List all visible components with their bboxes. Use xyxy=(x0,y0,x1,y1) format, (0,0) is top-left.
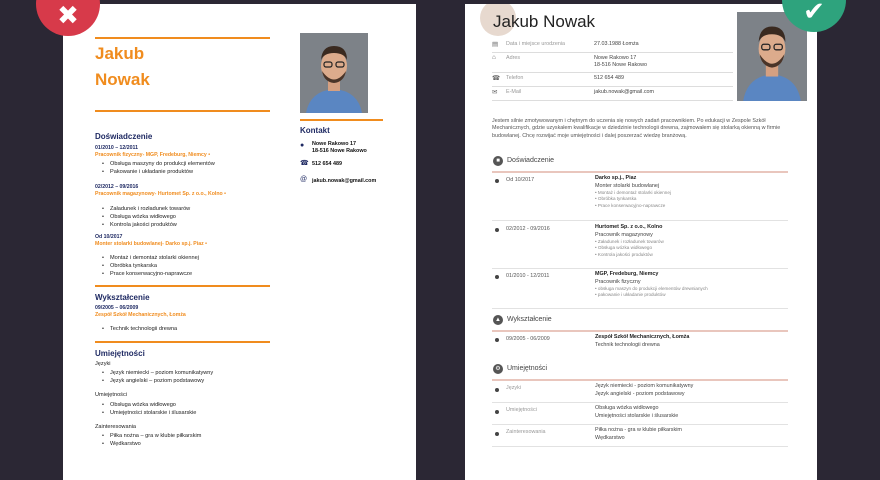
education-field: Technik technologii drewna xyxy=(595,341,660,348)
duty-item: • Pakowanie i układanie produktów xyxy=(110,168,215,176)
divider xyxy=(492,308,788,309)
education-school: Zespół Szkół Mechanicznych, Łomża xyxy=(595,334,690,340)
detail-label: Data i miejsce urodzenia xyxy=(506,41,566,47)
duty-item: • Kontrola jakości produktów xyxy=(110,221,190,229)
duty-item: • Montaż i demontaż stolarki okiennej xyxy=(110,254,199,262)
detail-label: Telefon xyxy=(506,75,524,81)
profile-photo xyxy=(300,33,368,113)
duty-item: • Załadunek i rozładunek towarów xyxy=(110,205,190,213)
section-rule xyxy=(492,379,788,381)
job-duty: • Kontrola jakości produktów xyxy=(595,251,653,257)
profile-summary: Jestem silnie zmotywowanym i chętnym do uczenia się nowych zadań pracownikiem. Po edukacji w Zespole Szkół Mechanicznych, gdzie uzyskałem kwalifikacje w dziedzinie technologii drewna, zajmowałem się stolarką okienną w firmie budowlanej. Chcę rozwijać moje umiejętności i dalej poszerzać wiedzę branżową. xyxy=(492,118,781,139)
first-name: Jakub xyxy=(95,44,145,63)
detail-value-2: 18-516 Nowe Rakowo xyxy=(594,62,648,68)
job-duty: • Obróbka tynkarska xyxy=(595,196,637,202)
education-school: Zespół Szkół Mechanicznych, Łomża xyxy=(95,312,186,318)
briefcase-icon: ■ xyxy=(493,156,503,166)
timeline-bullet xyxy=(495,410,499,414)
phone-icon: ☎ xyxy=(300,160,309,167)
job-date: 01/2010 – 12/2011 xyxy=(95,145,138,151)
phone-icon: ☎ xyxy=(492,75,501,82)
timeline-bullet xyxy=(495,228,499,232)
timeline-bullet xyxy=(495,275,499,279)
skill-item: • Język niemiecki – poziom komunikatywny xyxy=(110,369,213,377)
job-company: MGP, Fredeburg, Niemcy xyxy=(595,271,659,277)
job-role: Pracownik fizyczny- MGP, Fredeburg, Niemcy • xyxy=(95,152,211,158)
email-address: jakub.nowak@gmail.com xyxy=(312,178,377,184)
skill-item: • Piłka nożna – gra w klubie piłkarskim xyxy=(110,432,201,440)
job-role: Monter stolarki budowlanej- Darko sp.j. Piaz • xyxy=(95,241,207,247)
skill-lines xyxy=(595,383,693,398)
top-rule xyxy=(95,37,270,39)
job-duty: • Prace konserwacyjno-naprawcze xyxy=(595,202,666,208)
job-entry xyxy=(595,271,708,299)
divider xyxy=(492,446,788,447)
job-company: Darko sp.j., Piaz xyxy=(595,175,637,181)
section-rule xyxy=(492,330,788,332)
good-resume-example xyxy=(465,4,817,480)
job-date: Od 10/2017 xyxy=(95,234,123,240)
timeline-bullet xyxy=(495,179,499,183)
graduation-cap-icon: ▲ xyxy=(493,315,503,325)
skills-group-label: Zainteresowania xyxy=(95,424,137,430)
thumbs-down-icon: ✖ xyxy=(36,0,100,36)
skill-label: Umiejętności xyxy=(506,407,537,413)
detail-label: E-Mail xyxy=(506,89,522,95)
address-line-1: Nowe Rakowo 17 xyxy=(312,141,357,147)
skill-line: Umiejętności stolarskie i ślusarskie xyxy=(595,412,679,419)
duty-item: • Obróbka tynkarska xyxy=(110,262,199,270)
skill-item: • Język angielski – poziom podstawowy xyxy=(110,377,213,385)
job-role: Pracownik magazynowy- Hurtomet Sp. z o.o., Kolno • xyxy=(95,191,226,197)
detail-value: jakub.nowak@gmail.com xyxy=(594,89,655,95)
education-date: 09/2005 - 06/2009 xyxy=(506,336,550,342)
education-date: 09/2005 – 06/2009 xyxy=(95,305,139,311)
timeline-bullet xyxy=(495,432,499,436)
skill-lines xyxy=(595,427,682,442)
timeline-bullet xyxy=(495,388,499,392)
section-rule xyxy=(95,341,270,343)
job-company: Hurtomet Sp. z o.o., Kolno xyxy=(595,224,663,230)
detail-value: 512 654 489 xyxy=(594,75,624,81)
bad-resume-example xyxy=(63,4,416,480)
name-rule xyxy=(95,110,270,112)
education-item: • Technik technologii drewna xyxy=(110,325,177,333)
job-duty: • obsługa maszyn do produkcji elementów drewnianych xyxy=(595,286,708,291)
contact-rule xyxy=(300,119,383,121)
duty-item: • Obsługa maszyny do produkcji elementów xyxy=(110,160,215,168)
job-role: Monter stolarki budowlanej xyxy=(595,182,660,189)
skills-group-label: Języki xyxy=(95,361,111,367)
section-rule xyxy=(492,171,788,173)
skill-label: Języki xyxy=(506,385,521,391)
detail-row xyxy=(492,40,733,53)
email-icon: @ xyxy=(300,176,308,183)
last-name: Nowak xyxy=(95,70,150,89)
divider xyxy=(492,402,788,403)
experience-heading: Doświadczenie xyxy=(95,132,153,141)
job-role: Pracownik magazynowy xyxy=(595,231,653,238)
divider xyxy=(492,220,788,221)
skills-list xyxy=(110,369,213,385)
skills-list xyxy=(110,432,201,448)
job-duties xyxy=(110,254,199,278)
full-name: Jakub Nowak xyxy=(493,12,596,31)
detail-value: 27.03.1988 Łomża xyxy=(594,41,639,47)
skill-line: Piłka nożna - gra w klubie piłkarskim xyxy=(595,427,682,433)
job-duty: • Obsługa wózka widłowego xyxy=(595,245,653,251)
experience-heading: Doświadczenie xyxy=(507,157,555,164)
detail-row xyxy=(492,88,733,101)
location-pin-icon: ● xyxy=(300,142,305,149)
contact-heading: Kontakt xyxy=(300,126,330,135)
detail-row xyxy=(492,74,733,87)
detail-label: Adres xyxy=(506,55,521,61)
mail-icon: ✉ xyxy=(492,89,498,96)
job-duties xyxy=(110,160,215,176)
detail-row xyxy=(492,54,733,73)
skill-line: Język angielski - poziom podstawowy xyxy=(595,390,685,397)
job-date: 01/2010 - 12/2011 xyxy=(506,273,550,279)
duty-item: • Prace konserwacyjno-naprawcze xyxy=(110,270,199,278)
education-heading: Wykształcenie xyxy=(507,316,552,323)
skill-line: Język niemiecki - poziom komunikatywny xyxy=(595,383,694,389)
thumbs-up-icon: ✔ xyxy=(782,0,846,32)
education-entry xyxy=(595,334,689,349)
job-duties xyxy=(110,205,190,229)
job-date: Od 10/2017 xyxy=(506,177,535,183)
section-rule xyxy=(95,285,270,287)
skill-lines xyxy=(595,405,678,420)
calendar-icon: ▤ xyxy=(492,41,499,48)
home-icon: ⌂ xyxy=(492,54,496,61)
address-line-2: 18-516 Nowe Rakowo xyxy=(312,148,367,154)
skill-line: Obsługa wózka widłowego xyxy=(595,405,659,411)
skills-heading: Umiejętności xyxy=(95,349,145,358)
skills-group-label: Umiejętności xyxy=(95,392,128,398)
skill-label: Zainteresowania xyxy=(506,429,546,435)
education-items xyxy=(110,325,177,333)
skill-line: Wędkarstwo xyxy=(595,434,625,441)
divider xyxy=(492,268,788,269)
skill-item: • Obsługa wózka widłowego xyxy=(110,401,196,409)
job-entry xyxy=(595,224,664,258)
divider xyxy=(492,424,788,425)
job-role: Pracownik fizyczny xyxy=(595,278,641,285)
skills-list xyxy=(110,401,196,417)
job-date: 02/2012 – 09/2016 xyxy=(95,184,139,190)
skills-heading: Umiejętności xyxy=(507,365,548,372)
job-duty: • Montaż i demontaż stolarki okiennej xyxy=(595,190,671,195)
education-heading: Wykształcenie xyxy=(95,293,150,302)
timeline-bullet xyxy=(495,338,499,342)
skill-item: • Umiejętności stolarskie i ślusarskie xyxy=(110,409,196,417)
job-duty: • pakowanie i układanie produktów xyxy=(595,292,666,298)
job-duty: • Załadunek i rozładunek towarów xyxy=(595,239,664,244)
skill-item: • Wędkarstwo xyxy=(110,440,201,448)
detail-value: Nowe Rakowo 17 xyxy=(594,55,637,61)
tools-icon: ⚙ xyxy=(493,364,503,374)
duty-item: • Obsługa wózka widłowego xyxy=(110,213,190,221)
phone-number: 512 654 489 xyxy=(312,161,342,167)
job-entry xyxy=(595,175,671,209)
job-date: 02/2012 - 09/2016 xyxy=(506,226,550,232)
